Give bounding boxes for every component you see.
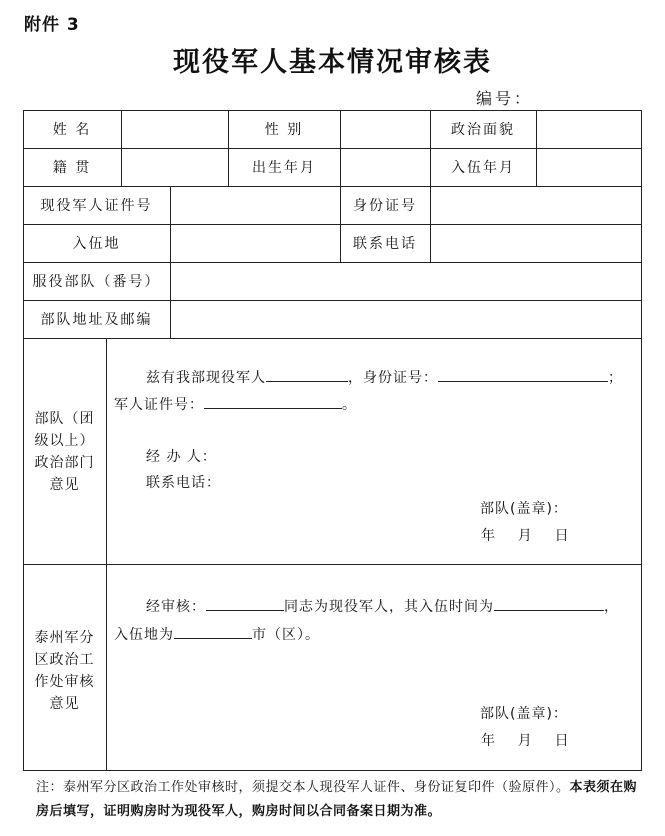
political-status-field[interactable]	[536, 110, 641, 148]
review-text: ，	[604, 599, 619, 615]
contact-phone-label: 联系电话：	[146, 475, 221, 491]
date-label: 年 月 日	[481, 733, 570, 749]
certification-text: 军人证件号：	[114, 397, 204, 413]
soldier-name-blank[interactable]	[266, 367, 348, 382]
unit-address-field[interactable]	[170, 300, 641, 338]
enlist-date-field[interactable]	[536, 148, 641, 186]
unit-label: 服役部队（番号）	[32, 274, 161, 290]
soldier-id-label: 现役军人证件号	[40, 198, 153, 214]
certification-line-2	[114, 394, 357, 414]
label-line: 级以上）	[34, 433, 95, 449]
political-status-label: 政治面貌	[451, 122, 515, 138]
row-divider	[23, 564, 641, 565]
label-line: 意见	[49, 477, 80, 493]
review-text: 市（区）。	[252, 627, 320, 643]
native-place-field[interactable]	[121, 148, 228, 186]
enlist-city-blank[interactable]	[174, 624, 252, 639]
enlist-date-label: 入伍年月	[451, 160, 515, 176]
label-line: 泰州军分	[34, 630, 95, 646]
footnote-text: 注：泰州军分区政治工作处审核时，须提交本人现役军人证件、身份证复印件（验原件）。	[36, 780, 570, 795]
unit-opinion-label	[23, 408, 106, 496]
attachment-label: 附件 3	[24, 15, 80, 35]
label-line: 部队（团	[34, 411, 95, 427]
label-line: 政治部门	[34, 455, 95, 471]
enlist-place-field[interactable]	[170, 224, 340, 262]
table-border-bottom	[23, 770, 641, 771]
table-border-right	[641, 110, 642, 771]
certification-text: ；	[608, 370, 623, 386]
handler-label: 经 办 人：	[146, 449, 217, 465]
review-text: 入伍地为	[114, 627, 174, 643]
unit-field[interactable]	[170, 262, 641, 300]
serial-number-label: 编号：	[476, 89, 534, 108]
col-divider	[106, 338, 107, 770]
comrade-name-blank[interactable]	[206, 596, 284, 611]
label-line: 区政治工	[34, 652, 95, 668]
unit-stamp-label: 部队(盖章)：	[480, 501, 568, 517]
enlist-time-blank[interactable]	[494, 596, 604, 611]
birth-date-field[interactable]	[340, 148, 430, 186]
phone-label: 联系电话	[353, 236, 417, 252]
id-number-blank[interactable]	[438, 367, 608, 382]
id-card-label: 身份证号	[353, 198, 417, 214]
birth-date-label: 出生年月	[252, 160, 316, 176]
date-label: 年 月 日	[481, 528, 570, 544]
label-line: 作处审核	[34, 674, 95, 690]
native-place-label: 籍 贯	[52, 160, 92, 176]
soldier-id-field[interactable]	[170, 186, 340, 224]
military-review-label	[23, 627, 106, 715]
footnote	[36, 776, 642, 824]
certification-line-1	[146, 367, 623, 387]
review-line-1	[146, 596, 619, 616]
soldier-id-blank[interactable]	[204, 394, 342, 409]
form-title: 现役军人基本情况审核表	[173, 47, 492, 78]
certification-text: ，身份证号：	[348, 370, 438, 386]
gender-field[interactable]	[340, 110, 430, 148]
review-text: 同志为现役军人，其入伍时间为	[284, 599, 494, 615]
id-card-field[interactable]	[430, 186, 641, 224]
name-label: 姓 名	[52, 122, 92, 138]
certification-text: 。	[342, 397, 357, 413]
phone-field[interactable]	[430, 224, 641, 262]
certification-text: 兹有我部现役军人	[146, 370, 266, 386]
enlist-place-label: 入伍地	[72, 236, 121, 252]
footnote-emphasis: 本表须在购房后填写，证明购房时为现役军人，购房时间以合同备案日期为准。	[36, 780, 638, 819]
unit-stamp-label: 部队(盖章)：	[480, 706, 568, 722]
review-text: 经审核：	[146, 599, 206, 615]
review-line-2	[114, 624, 320, 644]
row-divider	[23, 338, 641, 339]
unit-address-label: 部队地址及邮编	[40, 312, 153, 328]
label-line: 意见	[49, 696, 80, 712]
gender-label: 性 别	[264, 122, 304, 138]
name-field[interactable]	[121, 110, 228, 148]
